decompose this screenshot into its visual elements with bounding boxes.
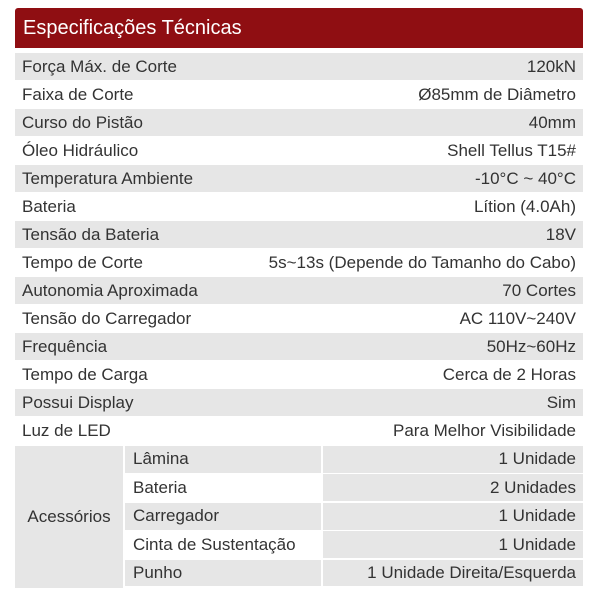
spec-label: Força Máx. de Corte [22,56,177,76]
spec-value: 40mm [528,112,576,132]
spec-row [15,417,583,444]
accessory-row [125,531,583,558]
spec-label: Bateria [22,196,76,216]
spec-row [15,389,583,416]
spec-value: 50Hz~60Hz [486,336,576,356]
spec-table [15,8,583,588]
accessory-row [125,474,583,501]
accessory-name: Punho [125,560,321,587]
spec-row [15,165,583,192]
spec-label: Tempo de Carga [22,364,148,384]
accessory-name: Lâmina [125,446,321,473]
accessory-name: Bateria [125,474,321,501]
accessory-name: Carregador [125,503,321,530]
accessory-qty: 1 Unidade Direita/Esquerda [323,560,583,587]
spec-value: -10°C ~ 40°C [474,168,576,188]
accessories-section [15,446,583,588]
spec-label: Óleo Hidráulico [22,140,139,160]
accessory-name: Cinta de Sustentação [125,531,321,558]
accessory-row [125,560,583,587]
spec-label: Frequência [22,336,108,356]
spec-row [15,333,583,360]
spec-row [15,249,583,276]
spec-row [15,137,583,164]
spec-value: 120kN [526,56,576,76]
accessory-qty: 1 Unidade [323,446,583,473]
spec-row [15,53,583,80]
spec-row [15,193,583,220]
accessory-row [125,503,583,530]
spec-value: Ø85mm de Diâmetro [418,84,576,104]
spec-value: Lítion (4.0Ah) [473,196,576,216]
spec-row [15,305,583,332]
spec-value: 18V [545,224,576,244]
spec-label: Faixa de Corte [22,84,134,104]
accessory-qty: 2 Unidades [323,474,583,501]
accessories-heading: Acessórios [15,446,123,588]
accessories-list [125,446,583,588]
accessory-qty: 1 Unidade [323,503,583,530]
spec-label: Tempo de Corte [22,252,143,272]
spec-label: Temperatura Ambiente [22,168,194,188]
spec-label: Tensão do Carregador [22,308,192,328]
spec-value: Shell Tellus T15# [447,140,576,160]
spec-value: AC 110V~240V [459,308,576,328]
accessory-row [125,446,583,473]
spec-label: Possui Display [22,392,134,412]
spec-row [15,361,583,388]
spec-row [15,277,583,304]
spec-label: Tensão da Bateria [22,224,160,244]
accessory-qty: 1 Unidade [323,531,583,558]
spec-value: Para Melhor Visibilidade [392,420,576,440]
spec-label: Luz de LED [22,420,111,440]
spec-value: Sim [546,392,576,412]
spec-title: Especificações Técnicas [15,8,583,48]
spec-row [15,109,583,136]
spec-label: Autonomia Aproximada [22,280,198,300]
spec-value: 70 Cortes [502,280,576,300]
spec-label: Curso do Pistão [22,112,143,132]
spec-row [15,221,583,248]
spec-row [15,81,583,108]
spec-value: Cerca de 2 Horas [442,364,576,384]
spec-value: 5s~13s (Depende do Tamanho do Cabo) [268,252,576,272]
